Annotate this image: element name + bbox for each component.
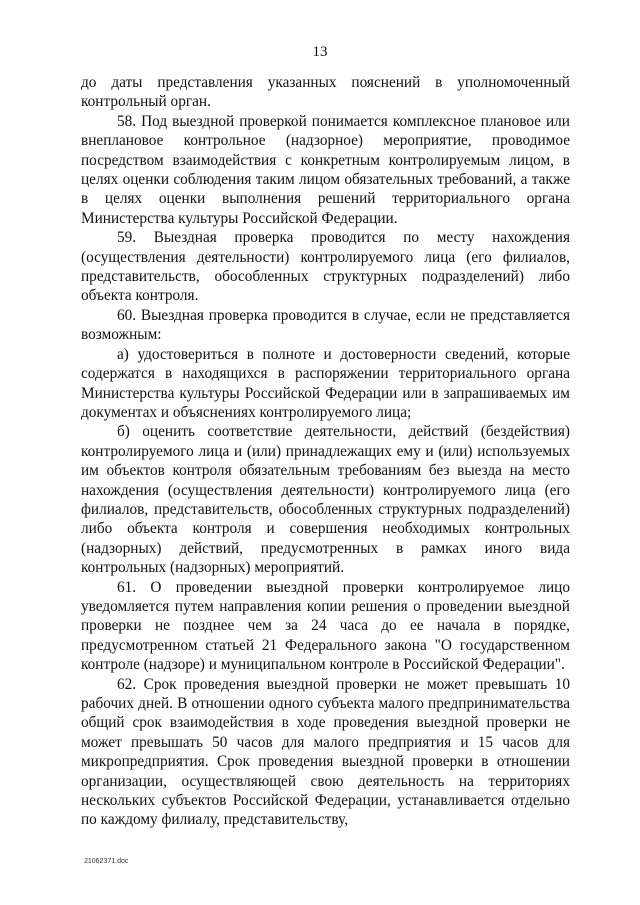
document-body (81, 73, 570, 830)
paragraph-60: 60. Выездная проверка проводится в случае, если не представляется возможным: (81, 306, 570, 344)
page-number: 13 (312, 44, 328, 60)
paragraph-58: 58. Под выездной проверкой понимается комплексное плановое или внеплановое контрольное (надзорное) мероприятие, проводимое посредством взаимодействия с конкретным контролируемым лицом, в целях оценки соблюдения таким лицом обязательных требований, а также в целях оценки выполнения решений территориального органа Министерства культуры Российской Федерации. (81, 112, 570, 227)
paragraph-60-b: б) оценить соответствие деятельности, действий (бездействия) контролируемого лица и (или) принадлежащих ему и (или) используемых им объектов контроля обязательным требованиям без выезда на место нахождения (осуществления деятельности) контролируемого лица (его филиалов, представительств, обособленных структурных подразделений) либо объекта контроля и совершения необходимых контрольных (надзорных) действий, предусмотренных в рамках иного вида контрольных (надзорных) мероприятий. (81, 423, 570, 577)
paragraph-61: 61. О проведении выездной проверки контролируемое лицо уведомляется путем направления копии решения о проведении выездной проверки не позднее чем за 24 часа до ее начала в порядке, предусмотренном статьей 21 Федерального закона "О государственном контроле (надзоре) и муниципальном контроле в Российской Федерации". (81, 578, 570, 674)
paragraph-62: 62. Срок проведения выездной проверки не может превышать 10 рабочих дней. В отношении одного субъекта малого предпринимательства общий срок взаимодействия в ходе проведения выездной проверки не может превышать 50 часов для малого предприятия и 15 часов для микропредприятия. Срок проведения выездной проверки в отношении организации, осуществляющей свою деятельность на территориях нескольких субъектов Российской Федерации, устанавливается отдельно по каждому филиалу, представительству, (81, 675, 570, 829)
document-filename: 21062371.doc (84, 858, 129, 865)
paragraph-continuation: до даты представления указанных пояснений в уполномоченный контрольный орган. (81, 74, 570, 111)
paragraph-60-a: а) удостовериться в полноте и достоверности сведений, которые содержатся в находящихся в распоряжении территориального органа Министерства культуры Российской Федерации или в запрашиваемых им документах и объяснениях контролируемого лица; (81, 345, 570, 421)
paragraph-59: 59. Выездная проверка проводится по месту нахождения (осуществления деятельности) контролируемого лица (его филиалов, представительств, обособленных структурных подразделений) либо объекта контроля. (81, 229, 570, 305)
